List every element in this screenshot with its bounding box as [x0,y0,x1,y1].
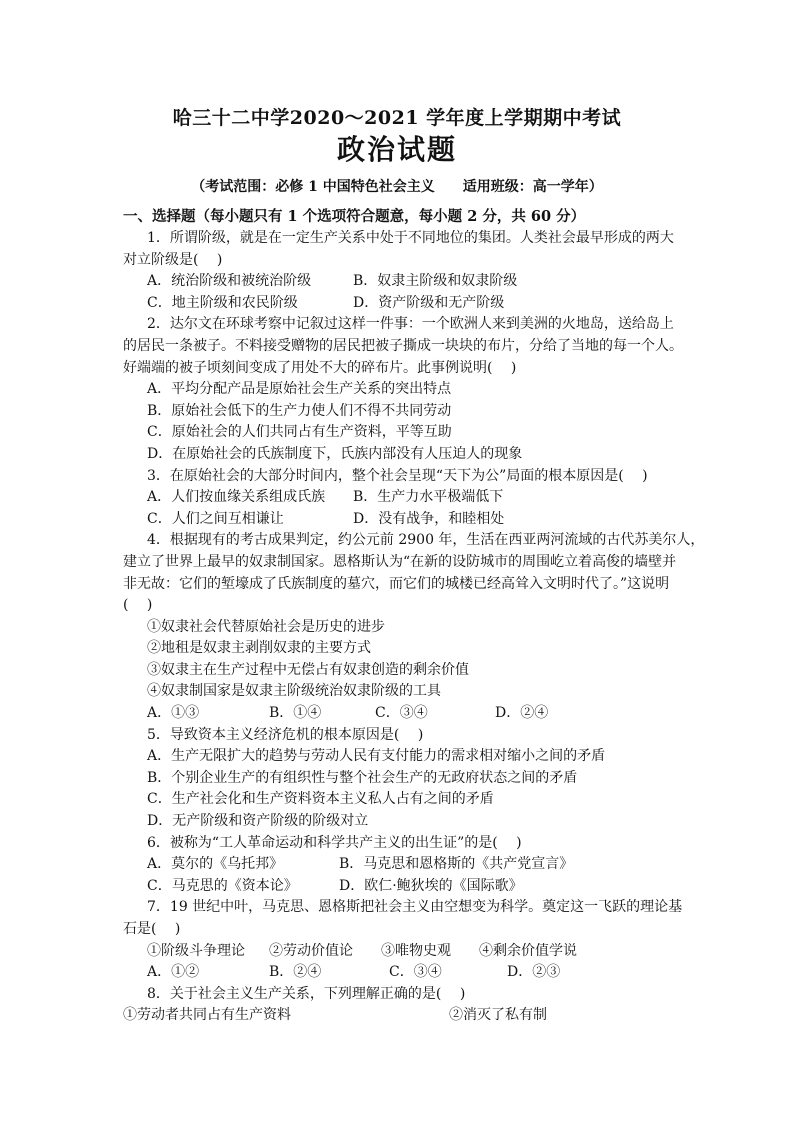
q4-stem-line4: ( ) [123,597,153,614]
exam-scope-line [0,176,794,196]
question-list [123,228,705,1027]
q6-option-a: A．莫尔的《乌托邦》 [147,856,284,873]
q4-option-d: D．②④ [495,705,549,722]
q1-option-b: B．奴隶主阶级和奴隶阶级 [353,273,518,290]
q6-options-row2 [123,876,683,898]
q5-option-c: C．生产社会化和生产资料资本主义私人占有之间的矛盾 [147,791,494,808]
q4-statement-3: ③奴隶主在生产过程中无偿占有奴隶创造的剩余价值 [147,661,469,678]
section-heading: 一、选择题（每小题只有 1 个选项符合题意，每小题 2 分，共 60 分） [123,208,586,225]
q5-option-b: B．个别企业生产的有组织性与整个社会生产的无政府状态之间的矛盾 [147,769,578,786]
q1-options-row1 [123,271,683,293]
q7-statement-2: ②劳动价值论 [269,942,353,959]
q8-stem-line1: 8．关于社会主义生产关系，下列理解正确的是( ) [147,985,466,1002]
q7-option-a: A．①② [147,964,200,981]
q2-option-d: D．在原始社会的氏族制度下，氏族内部没有人压迫人的现象 [147,445,523,462]
q4-stem-line2: 建立了世界上最早的奴隶制国家。恩格斯认为“在新的设防城市的周围屹立着高俊的墙壁并 [123,553,677,570]
q4-stem-line3: 非无故：它们的堑壕成了氏族制度的墓穴，而它们的城楼已经高耸入文明时代了。”这说明 [123,575,670,592]
q3-option-b: B．生产力水平极端低下 [353,489,504,506]
q6-option-d: D．欧仁·鲍狄埃的《国际歌》 [339,877,523,894]
q6-option-b: B．马克思和恩格斯的《共产党宣言》 [339,856,574,873]
q1-option-d: D．资产阶级和无产阶级 [353,294,505,311]
q3-stem-line1: 3．在原始社会的大部分时间内，整个社会呈现“天下为公”局面的根本原因是( ) [147,467,648,484]
q4-stem-line1: 4．根据现有的考古成果判定，约公元前 2900 年，生活在西亚两河流域的古代苏美尔人， [147,532,705,549]
q4-statement-2: ②地租是奴隶主剥削奴隶的主要方式 [147,640,371,657]
q4-statement-4: ④奴隶制国家是奴隶主阶级统治奴隶阶级的工具 [147,683,441,700]
exam-title: 哈三十二中学2020～2021 学年度上学期期中考试 [172,107,622,129]
q1-options-row2 [123,293,683,315]
q7-stem-line2: 石是( ) [123,921,181,937]
q8-statement-1: ①劳动者共同占有生产资料 [123,1007,291,1024]
q7-stem-line1: 7．19 世纪中叶，马克思、恩格斯把社会主义由空想变为科学。奠定这一飞跃的理论基 [147,899,683,916]
q8-statement-2: ②消灭了私有制 [449,1007,547,1024]
exam-scope: （考试范围：必修 1 中国特色社会主义 [191,179,435,195]
q7-statement-1: ①阶级斗争理论 [147,942,245,959]
q7-statement-3: ③唯物史观 [381,942,451,959]
q1-option-c: C．地主阶级和农民阶级 [147,294,298,311]
q3-options-row1 [123,487,683,509]
q7-statement-4: ④剩余价值学说 [479,942,577,959]
q8-statements-row [123,1005,683,1027]
q1-stem-line1: 1．所谓阶级，就是在一定生产关系中处于不同地位的集团。人类社会最早形成的两大 [147,230,674,246]
q4-option-b: B．①④ [269,705,322,722]
q6-stem-line1: 6．被称为“工人革命运动和科学共产主义的出生证”的是( ) [147,834,522,851]
q7-option-d: D．②③ [507,964,561,981]
q7-option-b: B．②④ [269,964,322,981]
q5-option-a: A．生产无限扩大的趋势与劳动人民有支付能力的需求相对缩小之间的矛盾 [147,748,606,765]
q5-option-d: D．无产阶级和资产阶级的阶级对立 [147,813,369,830]
q3-option-a: A．人们按血缘关系组成氏族 [147,489,326,506]
q4-option-a: A．①③ [147,705,200,722]
subject-title: 政治试题 [336,133,457,166]
q2-option-a: A．平均分配产品是原始社会生产关系的突出特点 [147,381,452,398]
q2-stem-line3: 好端端的被子顷刻间变成了用处不大的碎布片。此事例说明( ) [123,359,517,376]
q1-stem-line2: 对立阶级是( ) [123,251,223,268]
q3-option-d: D．没有战争，和睦相处 [353,510,505,527]
q2-option-c: C．原始社会的人们共同占有生产资料，平等互助 [147,424,452,441]
q4-options-row [123,703,683,725]
q1-option-a: A．统治阶级和被统治阶级 [147,273,312,290]
q3-option-c: C．人们之间互相谦让 [147,510,284,527]
q3-options-row2 [123,509,683,531]
q7-options-row [123,962,683,984]
q2-stem-line2: 的居民一条被子。不料接受赠物的居民把被子撕成一块块的布片，分给了当地的每一个人。 [123,337,683,354]
q6-option-c: C．马克思的《资本论》 [147,877,298,894]
q7-statements-row [123,941,683,963]
q6-options-row1 [123,854,683,876]
q7-option-c: C．③④ [389,964,442,981]
q2-option-b: B．原始社会低下的生产力使人们不得不共同劳动 [147,402,452,419]
q4-option-c: C．③④ [375,705,428,722]
q4-statement-1: ①奴隶社会代替原始社会是历史的进步 [147,618,385,635]
exam-class: 适用班级：高一学年） [462,179,603,195]
q5-stem-line1: 5．导致资本主义经济危机的根本原因是( ) [147,726,424,743]
q2-stem-line1: 2．达尔文在环球考察中记叙过这样一件事：一个欧洲人来到美洲的火地岛，送给岛上 [147,316,674,333]
